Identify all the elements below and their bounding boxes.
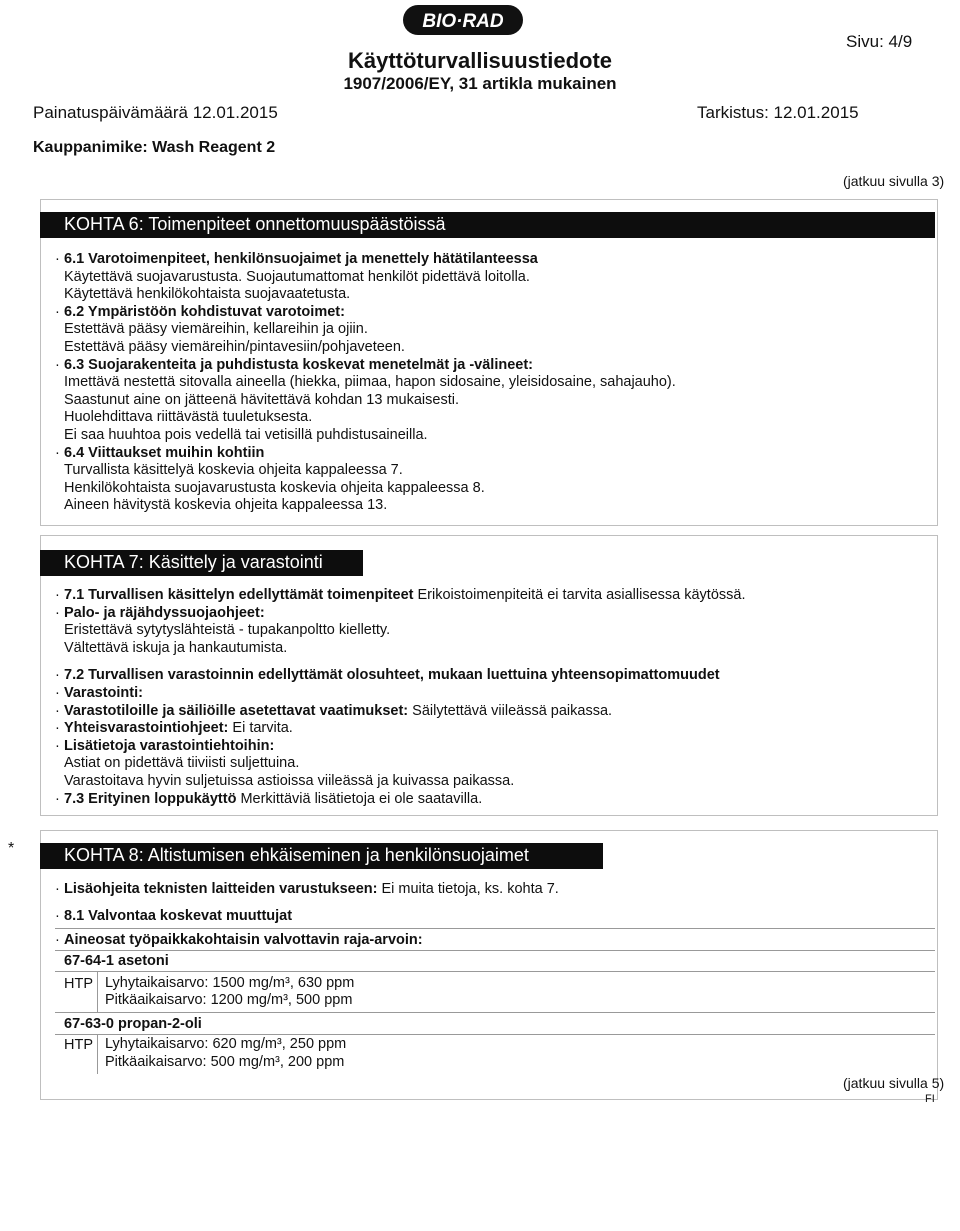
continued-to: (jatkuu sivulla 5): [843, 1075, 945, 1091]
bio-rad-logo: [402, 4, 524, 36]
text-line: · Lisätietoja varastointiehtoihin:: [55, 737, 275, 754]
table-rule: [55, 971, 935, 972]
substance-name: 67-63-0 propan-2-oli: [64, 1016, 202, 1032]
substance-name: 67-64-1 asetoni: [64, 953, 169, 969]
text-line: · Varastotiloille ja säiliöille asetettavat vaatimukset: Säilytettävä viileässä paikassa.: [55, 702, 613, 719]
table-rule: [55, 1012, 935, 1013]
bullet-dot: ·: [55, 604, 60, 621]
long-term-limit: Pitkäaikaisarvo: 1200 mg/m³, 500 ppm: [105, 992, 353, 1008]
text-line: · Palo- ja räjähdyssuojaohjeet:: [55, 604, 265, 621]
table-rule: [55, 928, 935, 929]
long-term-limit: Pitkäaikaisarvo: 500 mg/m³, 200 ppm: [105, 1054, 345, 1070]
text-line: Huolehdittava riittävästä tuuletuksesta.: [64, 409, 313, 426]
control-params-line: · 8.1 Valvontaa koskevat muuttujat: [55, 908, 293, 924]
section-7-title: KOHTA 7: Käsittely ja varastointi: [64, 552, 323, 572]
revision-marker: *: [8, 840, 15, 857]
short-term-limit: Lyhytaikaisarvo: 620 mg/m³, 250 ppm: [105, 1036, 347, 1052]
text-line: Imettävä nestettä sitovalla aineella (hiekka, piimaa, hapon sidosaine, yleisidosaine, sahajauho).: [64, 374, 676, 391]
text-line: Eristettävä sytytyslähteistä - tupakanpoltto kielletty.: [64, 622, 391, 639]
bullet-dot: ·: [55, 667, 60, 684]
text-line: · 6.2 Ympäristöön kohdistuvat varotoimet:: [55, 303, 345, 320]
bullet-dot: ·: [55, 444, 60, 461]
bullet-dot: ·: [55, 303, 60, 320]
language-code: FI: [925, 1093, 935, 1105]
text-line: Estettävä pääsy viemäreihin, kellareihin ja ojiin.: [64, 321, 368, 338]
bullet-dot: ·: [55, 587, 60, 603]
extra-info-line: · Lisäohjeita teknisten laitteiden varustukseen: Ei muita tietoja, ks. kohta 7.: [55, 881, 559, 897]
bullet-dot: ·: [55, 737, 60, 754]
text-line: · 6.3 Suojarakenteita ja puhdistusta koskevat menetelmät ja -välineet:: [55, 356, 534, 373]
limit-type: HTP: [64, 1037, 93, 1053]
product-name: Kauppanimike: Wash Reagent 2: [33, 139, 276, 156]
text-line: Astiat on pidettävä tiiviisti suljettuina.: [64, 755, 300, 772]
text-line: · 7.2 Turvallisen varastoinnin edellyttämät olosuhteet, mukaan luettuina yhteensopimattomuudet: [55, 667, 720, 684]
bullet-dot: ·: [55, 356, 60, 373]
text-line: Henkilökohtaista suojavarustusta koskevia ohjeita kappaleessa 8.: [64, 479, 485, 496]
document-subtitle: 1907/2006/EY, 31 artikla mukainen: [343, 74, 617, 93]
text-line: · 6.4 Viittaukset muihin kohtiin: [55, 444, 265, 461]
limit-type: HTP: [64, 976, 93, 992]
short-term-limit: Lyhytaikaisarvo: 1500 mg/m³, 630 ppm: [105, 975, 355, 991]
text-line: · 7.3 Erityinen loppukäyttö Merkittäviä lisätietoja ei ole saatavilla.: [55, 790, 483, 807]
text-line: Käytettävä suojavarustusta. Suojautumattomat henkilöt pidettävä loitolla.: [64, 268, 530, 285]
page-number: Sivu: 4/9: [846, 32, 913, 51]
revision-date: Tarkistus: 12.01.2015: [697, 103, 859, 122]
bullet-dot: ·: [55, 790, 60, 807]
text-line: Aineen hävitystä koskevia ohjeita kappaleessa 13.: [64, 497, 388, 514]
text-line: Vältettävä iskuja ja hankautumista.: [64, 639, 288, 656]
table-rule: [55, 950, 935, 951]
text-line: Turvallista käsittelyä koskevia ohjeita kappaleessa 7.: [64, 462, 403, 479]
bullet-dot: ·: [55, 720, 60, 737]
text-line: Käytettävä henkilökohtaista suojavaatetusta.: [64, 286, 351, 303]
bullet-dot: ·: [55, 685, 60, 701]
text-line: · 7.1 Turvallisen käsittelyn edellyttämät toimenpiteet Erikoistoimenpiteitä ei tarvita asiallisessa käytössä.: [55, 587, 746, 603]
text-line: · 6.1 Varotoimenpiteet, henkilönsuojaimet ja menettely hätätilanteessa: [55, 251, 538, 267]
text-line: Ei saa huuhtoa pois vedellä tai vetisillä puhdistusaineilla.: [64, 427, 428, 443]
text-line: Varastoitava hyvin suljetuissa astioissa viileässä ja kuivassa paikassa.: [64, 773, 515, 789]
limits-heading: · Aineosat työpaikkakohtaisin valvottavin raja-arvoin:: [55, 932, 423, 948]
text-line: Saastunut aine on jätteenä hävitettävä kohdan 13 mukaisesti.: [64, 391, 459, 408]
section-8-title: KOHTA 8: Altistumisen ehkäiseminen ja henkilönsuojaimet: [64, 845, 529, 865]
text-line: · Varastointi:: [55, 685, 143, 701]
table-rule: [97, 1035, 98, 1074]
section-6-title: KOHTA 6: Toimenpiteet onnettomuuspäästöissä: [64, 214, 446, 234]
text-line: Estettävä pääsy viemäreihin/pintavesiin/pohjaveteen.: [64, 339, 405, 355]
print-date: Painatuspäivämäärä 12.01.2015: [33, 103, 278, 122]
bullet-dot: ·: [55, 251, 60, 267]
table-rule: [97, 972, 98, 1012]
continued-from: (jatkuu sivulla 3): [843, 173, 945, 189]
text-line: · Yhteisvarastointiohjeet: Ei tarvita.: [55, 720, 293, 737]
table-rule: [55, 1034, 935, 1035]
svg-text:BIO·RAD: BIO·RAD: [422, 11, 504, 32]
document-title: Käyttöturvallisuustiedote: [347, 48, 613, 73]
bullet-dot: ·: [55, 702, 60, 719]
